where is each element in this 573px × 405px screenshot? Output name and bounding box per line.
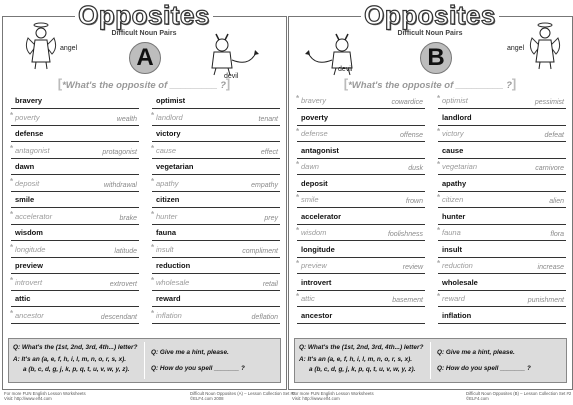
word-row [438, 179, 566, 196]
word-label: ancestor [301, 310, 333, 320]
phrase-hint: Q: Give me a hint, please. [437, 349, 515, 356]
answer-line[interactable] [152, 323, 280, 324]
star-marker: * [10, 143, 14, 153]
word-row [297, 245, 425, 262]
answer-text: alien [549, 198, 564, 205]
answer-line[interactable] [152, 290, 280, 291]
answer-line[interactable] [297, 108, 425, 109]
answer-line[interactable] [11, 108, 139, 109]
devil-label: devil [224, 73, 239, 80]
phrase-hint: Q: Give me a hint, please. [151, 349, 229, 356]
phrase-box [8, 338, 281, 383]
word-row [10, 176, 139, 196]
word-row [10, 143, 139, 163]
answer-text: latitude [114, 247, 137, 255]
word-label: vegetarian [442, 162, 478, 171]
angel-label: angel [507, 45, 525, 52]
word-row [152, 162, 280, 179]
answer-line[interactable] [11, 174, 139, 175]
answer-line[interactable] [152, 306, 280, 307]
word-label: introvert [15, 277, 43, 287]
answer-line[interactable] [297, 158, 425, 159]
answer-line[interactable] [152, 141, 280, 142]
star-marker: * [437, 94, 441, 103]
answer-text: retail [262, 280, 278, 288]
word-label: preview [15, 261, 43, 270]
star-marker: * [437, 226, 441, 235]
word-row [10, 308, 139, 328]
star-marker: * [10, 110, 14, 120]
word-row [438, 311, 566, 328]
word-row [297, 129, 425, 146]
word-label: reduction [442, 261, 473, 270]
word-label: apathy [156, 178, 179, 188]
word-row [10, 110, 139, 130]
word-row [438, 212, 566, 229]
answer-line[interactable] [152, 224, 280, 225]
phrase-answer-line1: A: It's an (a, e, f, h, i, l, m, n, o, r, s, x). [13, 356, 127, 363]
answer-line[interactable] [152, 240, 280, 241]
answer-text: punishment [527, 297, 564, 304]
word-label: defense [301, 129, 328, 138]
word-label: antagonist [301, 145, 339, 155]
phrase-answer-line1: A: It's an (a, e, f, h, i, l, m, n, o, r, s, x). [299, 356, 413, 363]
star-marker: * [296, 226, 300, 235]
word-row [11, 261, 139, 278]
star-marker: * [10, 242, 14, 252]
word-row [152, 228, 280, 245]
star-marker: * [151, 110, 155, 120]
star-marker: * [151, 176, 155, 186]
word-row [438, 113, 566, 130]
footer-left-a: For more FUN English Lesson Worksheets Visit: http://www.elf4.com [4, 391, 86, 401]
answer-line[interactable] [297, 306, 425, 307]
word-column-left [11, 96, 139, 327]
answer-line[interactable] [11, 257, 139, 258]
answer-text: basement [392, 297, 423, 304]
star-marker: * [10, 308, 14, 318]
answer-line[interactable] [152, 174, 280, 175]
word-label: inflation [442, 310, 472, 320]
answer-line[interactable] [297, 323, 425, 324]
word-label: dawn [301, 162, 319, 171]
word-label: optimist [156, 96, 186, 105]
answer-line[interactable] [152, 207, 280, 208]
worksheet-letter-badge: A [129, 42, 161, 74]
word-row [151, 143, 280, 163]
word-row [10, 209, 139, 229]
answer-line[interactable] [438, 125, 566, 126]
star-marker: * [10, 209, 14, 219]
word-label: insult [156, 244, 174, 254]
word-label: landlord [442, 112, 472, 122]
answer-line[interactable] [11, 158, 139, 159]
word-row [438, 261, 566, 278]
word-row [11, 294, 139, 311]
answer-text: flora [550, 231, 564, 238]
answer-line[interactable] [11, 125, 139, 126]
star-marker: * [437, 292, 441, 301]
answer-line[interactable] [438, 257, 566, 258]
word-label: hunter [156, 211, 178, 221]
word-label: preview [301, 261, 327, 270]
word-label: bravery [301, 96, 327, 105]
word-label: wisdom [301, 228, 327, 237]
answer-text: dusk [408, 165, 423, 172]
word-label: introvert [301, 277, 332, 287]
word-column-right [152, 96, 280, 327]
answer-text: withdrawal [103, 181, 137, 189]
answer-text: pessimist [534, 99, 564, 106]
word-label: wholesale [442, 277, 478, 287]
star-marker: * [10, 176, 14, 186]
star-marker: * [296, 292, 300, 301]
answer-line[interactable] [297, 273, 425, 274]
answer-text: carnivore [535, 165, 564, 172]
worksheet-subtitle: Difficult Noun Pairs [397, 30, 463, 37]
star-marker: * [437, 193, 441, 202]
phrase-box-divider [144, 342, 145, 379]
answer-line[interactable] [152, 257, 280, 258]
word-label: antagonist [15, 145, 50, 155]
star-marker: * [296, 259, 300, 268]
star-marker: * [151, 209, 155, 219]
word-row [11, 96, 139, 113]
star-marker: * [151, 275, 155, 285]
answer-line[interactable] [11, 323, 139, 324]
word-row [438, 146, 566, 163]
phrase-spell: Q: How do you spell _______ ? [437, 365, 531, 372]
worksheet-title: Opposites [2, 0, 286, 30]
word-row [438, 162, 566, 179]
word-row [438, 228, 566, 245]
answer-line[interactable] [297, 257, 425, 258]
word-label: smile [301, 195, 319, 204]
word-row [438, 96, 566, 113]
answer-line[interactable] [297, 125, 425, 126]
answer-line[interactable] [11, 240, 139, 241]
answer-line[interactable] [438, 108, 566, 109]
word-row [297, 294, 425, 311]
answer-text: offense [400, 132, 423, 139]
word-label: accelerator [15, 211, 53, 221]
word-label: wisdom [15, 228, 43, 237]
word-label: poverty [15, 112, 40, 122]
word-label: reward [442, 294, 465, 303]
answer-line[interactable] [11, 224, 139, 225]
word-label: longitude [15, 244, 46, 254]
answer-line[interactable] [11, 141, 139, 142]
answer-line[interactable] [438, 207, 566, 208]
star-marker: * [151, 242, 155, 252]
word-row [297, 261, 425, 278]
word-row [438, 245, 566, 262]
answer-line[interactable] [11, 273, 139, 274]
word-label: longitude [301, 244, 335, 254]
word-row [151, 242, 280, 262]
word-label: cause [442, 145, 464, 155]
phrase-question-letter: Q: What's the (1st, 2nd, 3rd, 4th...) letter? [299, 344, 424, 351]
word-row [297, 311, 425, 328]
star-marker: * [296, 160, 300, 169]
word-label: dawn [15, 162, 35, 171]
answer-line[interactable] [11, 306, 139, 307]
word-label: hunter [442, 211, 466, 221]
star-marker: * [296, 127, 300, 136]
answer-line[interactable] [152, 158, 280, 159]
footer-right-b: Difficult Noun Opposites (B) – Lesson Collection Set #2 ©ELF4.com [466, 391, 572, 401]
word-label: landlord [156, 112, 183, 122]
footer-right-a: Difficult Noun Opposites (A) – Lesson Collection Set #2 ©ELF4.com 2008 [190, 391, 296, 401]
answer-text: increase [537, 264, 564, 271]
word-row [151, 176, 280, 196]
answer-line[interactable] [297, 174, 425, 175]
word-label: victory [156, 129, 181, 138]
word-row [297, 228, 425, 245]
answer-text: compliment [242, 247, 278, 255]
word-label: deposit [15, 178, 40, 188]
star-marker: * [10, 275, 14, 285]
word-label: vegetarian [156, 162, 194, 171]
answer-text: frown [405, 198, 423, 205]
word-label: wholesale [156, 277, 190, 287]
word-row [152, 96, 280, 113]
word-label: optimist [442, 96, 468, 105]
word-row [11, 129, 139, 146]
star-marker: * [437, 127, 441, 136]
star-marker: * [151, 143, 155, 153]
answer-line[interactable] [438, 273, 566, 274]
answer-text: descendant [100, 313, 137, 321]
answer-text: prey [264, 214, 278, 222]
word-row [438, 278, 566, 295]
star-marker: * [296, 193, 300, 202]
answer-line[interactable] [438, 191, 566, 192]
word-row [152, 129, 280, 146]
answer-text: defeat [544, 132, 564, 139]
word-label: defense [15, 129, 44, 138]
answer-line[interactable] [297, 240, 425, 241]
word-label: deposit [301, 178, 328, 188]
word-row [297, 179, 425, 196]
word-row [297, 195, 425, 212]
question-prompt: [*What's the opposite of _________ ?] [343, 76, 517, 91]
word-label: citizen [156, 195, 180, 204]
word-row [11, 195, 139, 212]
word-label: victory [442, 129, 464, 138]
worksheet-b [288, 0, 572, 390]
star-marker: * [296, 94, 300, 103]
star-marker: * [437, 160, 441, 169]
word-label: reward [156, 294, 181, 303]
answer-text: review [402, 264, 423, 271]
angel-label: angel [60, 45, 78, 52]
phrase-box [294, 338, 567, 383]
worksheet-letter-badge: B [420, 42, 452, 74]
phrase-question-letter: Q: What's the (1st, 2nd, 3rd, 4th...) letter? [13, 344, 138, 351]
word-label: bravery [15, 96, 43, 105]
answer-text: deflation [251, 313, 278, 321]
answer-line[interactable] [438, 323, 566, 324]
answer-line[interactable] [152, 191, 280, 192]
answer-text: extrovert [109, 280, 137, 288]
answer-text: wealth [116, 115, 137, 123]
word-row [438, 195, 566, 212]
answer-line[interactable] [297, 191, 425, 192]
devil-label: devil [338, 66, 353, 73]
word-row [151, 308, 280, 328]
word-row [297, 96, 425, 113]
word-row [438, 294, 566, 311]
word-label: insult [442, 244, 462, 254]
word-row [151, 275, 280, 295]
answer-line[interactable] [152, 273, 280, 274]
word-label: ancestor [15, 310, 44, 320]
phrase-spell: Q: How do you spell _______ ? [151, 365, 245, 372]
word-column-right [438, 96, 566, 327]
word-label: citizen [442, 195, 464, 204]
word-label: inflation [156, 310, 182, 320]
answer-line[interactable] [438, 158, 566, 159]
answer-line[interactable] [11, 191, 139, 192]
word-row [297, 212, 425, 229]
answer-text: effect [260, 148, 278, 156]
answer-text: tenant [258, 115, 278, 123]
word-row [11, 228, 139, 245]
answer-line[interactable] [438, 290, 566, 291]
word-label: attic [301, 294, 315, 303]
answer-line[interactable] [297, 141, 425, 142]
answer-line[interactable] [152, 108, 280, 109]
word-row [438, 129, 566, 146]
answer-line[interactable] [297, 224, 425, 225]
word-row [152, 294, 280, 311]
answer-line[interactable] [438, 141, 566, 142]
answer-line[interactable] [11, 290, 139, 291]
worksheet-a [2, 0, 286, 390]
answer-text: protagonist [102, 148, 137, 156]
word-label: poverty [301, 112, 329, 122]
word-label: reduction [156, 261, 191, 270]
word-label: fauna [442, 228, 461, 237]
word-row [152, 261, 280, 278]
word-label: attic [15, 294, 31, 303]
answer-line[interactable] [297, 207, 425, 208]
word-label: apathy [442, 178, 467, 188]
answer-line[interactable] [438, 174, 566, 175]
answer-text: foolishness [387, 231, 423, 238]
phrase-box-divider [430, 342, 431, 379]
word-row [297, 162, 425, 179]
word-row [10, 275, 139, 295]
answer-text: cowardice [391, 99, 423, 106]
word-row [297, 113, 425, 130]
answer-line[interactable] [152, 125, 280, 126]
star-marker: * [437, 259, 441, 268]
word-label: smile [15, 195, 35, 204]
word-row [152, 195, 280, 212]
word-row [297, 278, 425, 295]
answer-line[interactable] [11, 207, 139, 208]
footer-left-b: For more FUN English Lesson Worksheets Visit: http://www.elf4.com [292, 391, 374, 401]
word-row [11, 162, 139, 179]
answer-line[interactable] [438, 224, 566, 225]
phrase-answer-line2: a (b, c, d, g, j, k, p, q, t, u, v, w, y, z). [309, 366, 416, 373]
answer-line[interactable] [438, 240, 566, 241]
question-prompt: [*What's the opposite of _________ ?] [57, 76, 231, 91]
star-marker: * [151, 308, 155, 318]
word-row [10, 242, 139, 262]
phrase-answer-line2: a (b, c, d, g, j, k, p, q, t, u, v, w, y, z). [23, 366, 130, 373]
word-row [297, 146, 425, 163]
word-column-left [297, 96, 425, 327]
answer-line[interactable] [438, 306, 566, 307]
answer-text: brake [119, 214, 137, 222]
word-row [151, 209, 280, 229]
answer-text: empathy [251, 181, 278, 189]
worksheet-title: Opposites [288, 0, 572, 30]
word-label: cause [156, 145, 177, 155]
word-label: fauna [156, 228, 177, 237]
worksheet-subtitle: Difficult Noun Pairs [111, 30, 177, 37]
word-label: accelerator [301, 211, 342, 221]
answer-line[interactable] [297, 290, 425, 291]
word-row [151, 110, 280, 130]
